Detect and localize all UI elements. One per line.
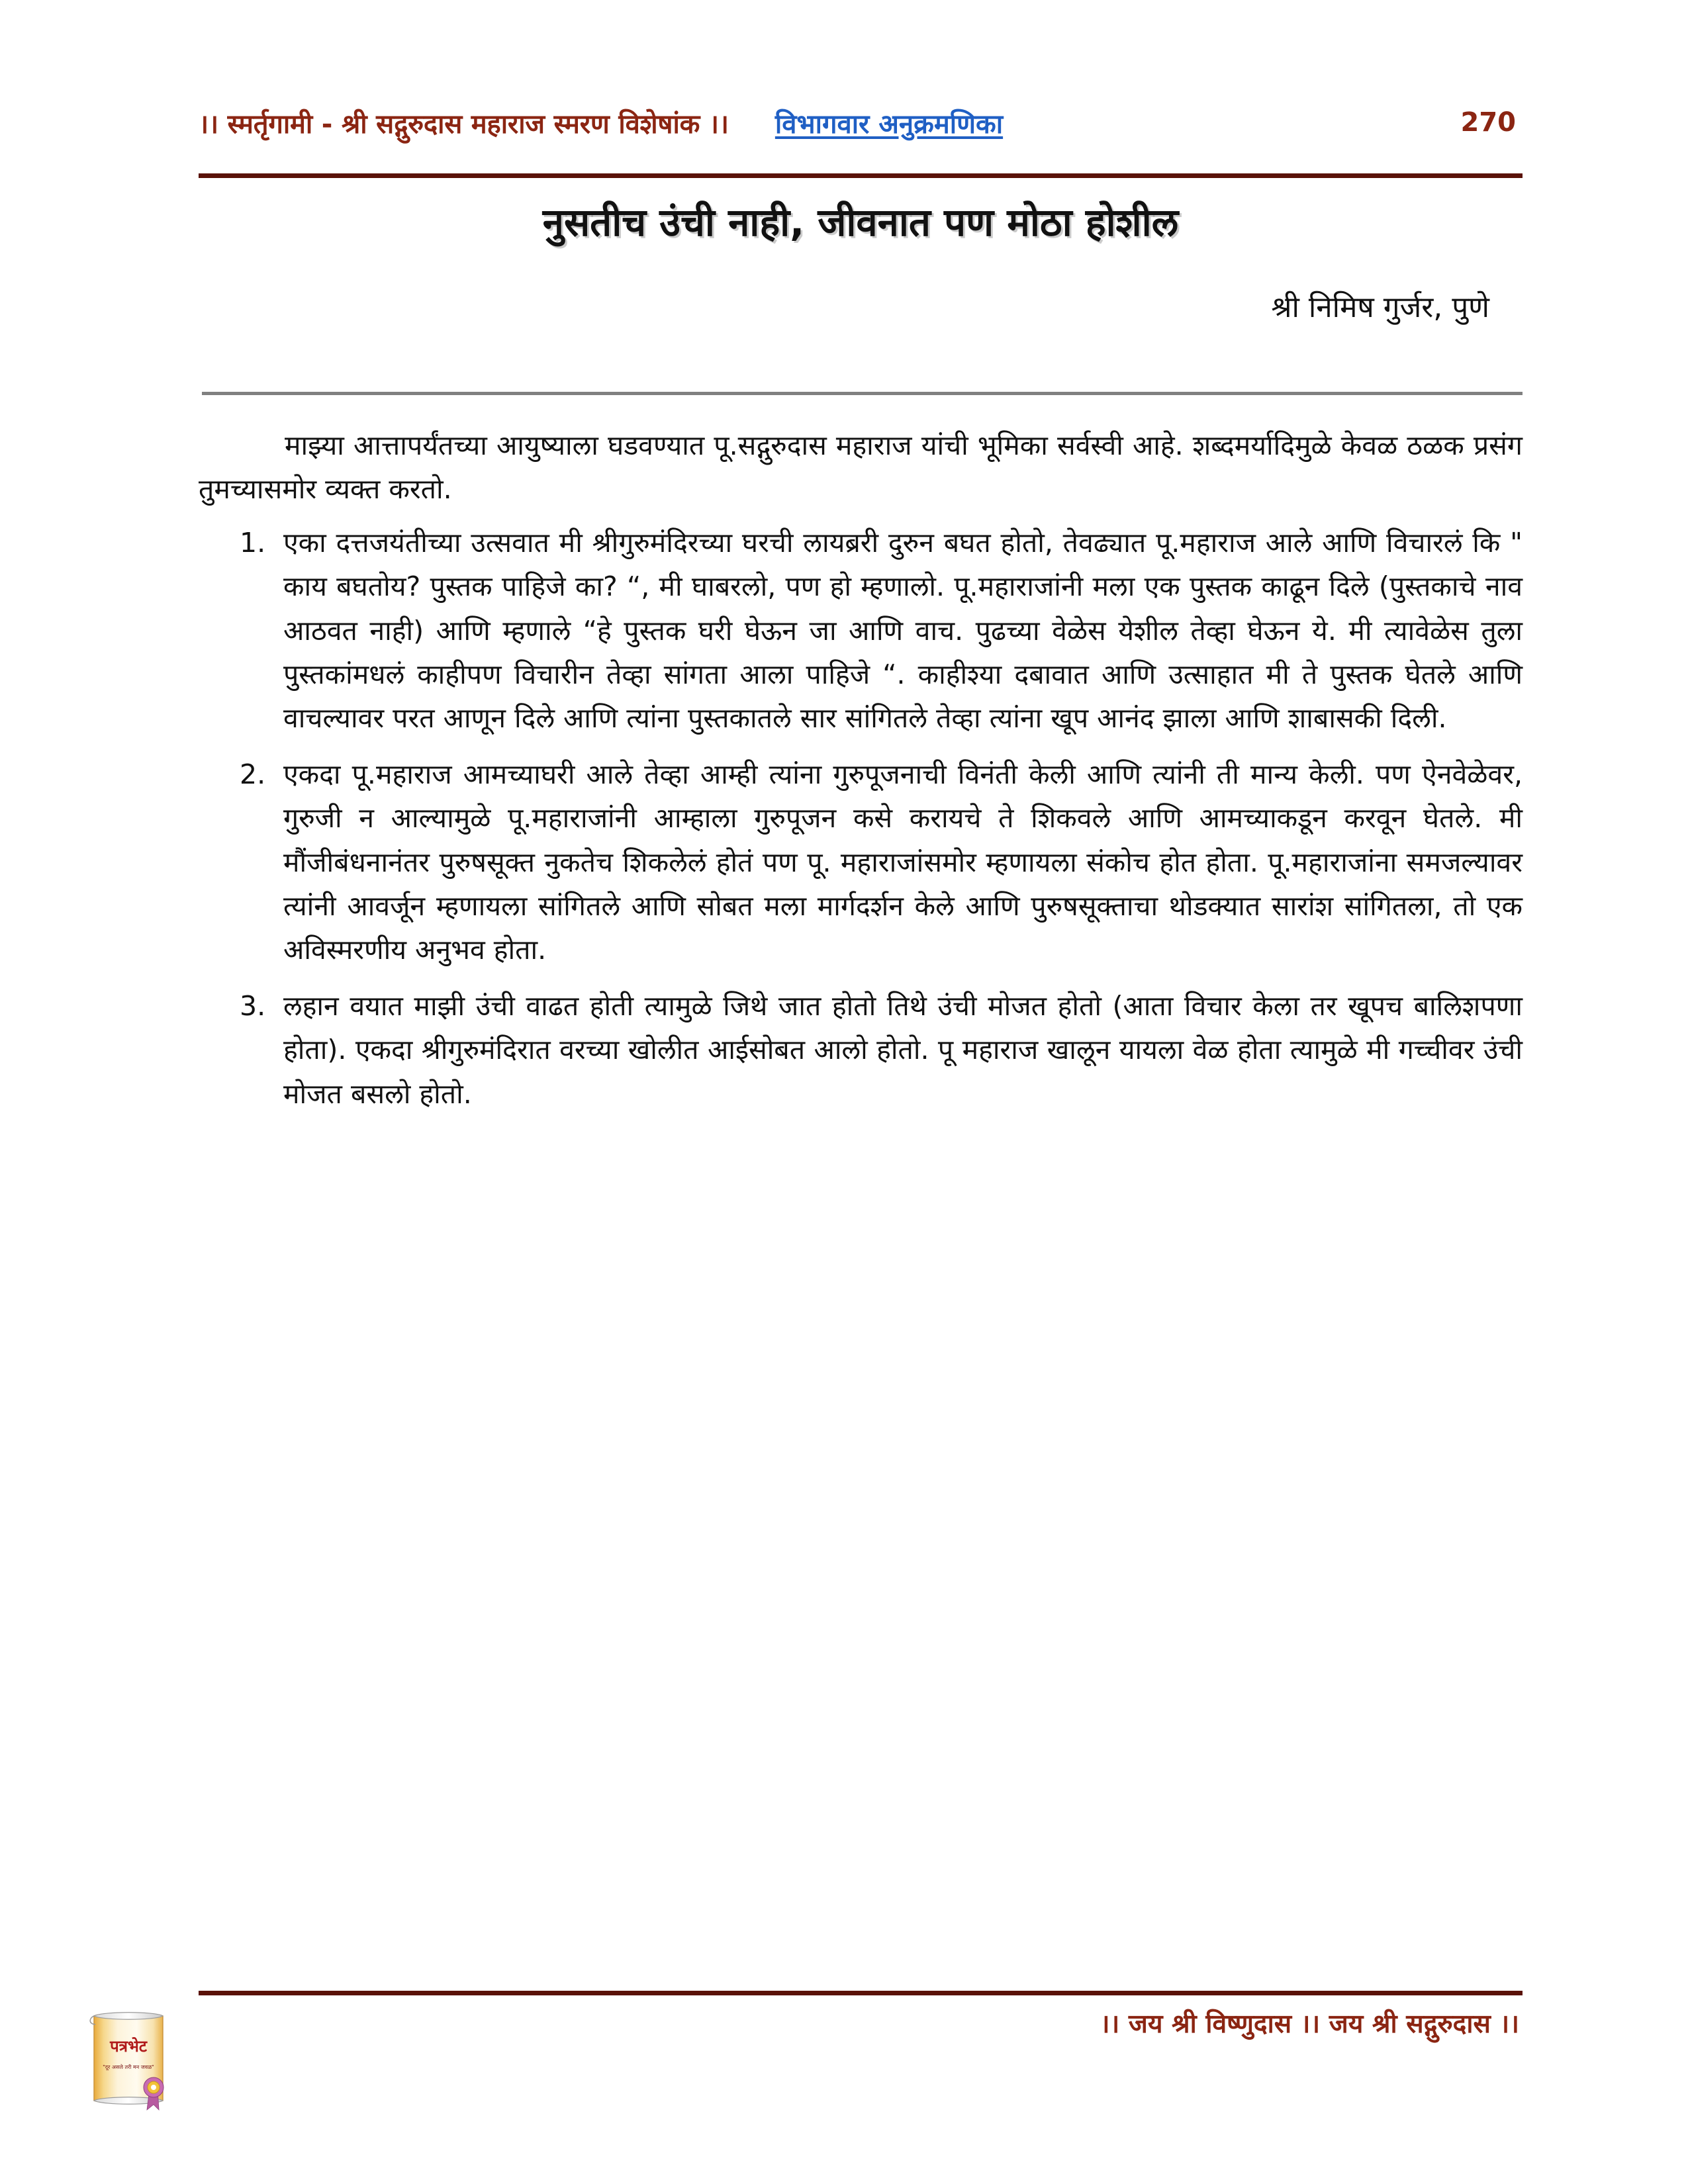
vibhagvar-anukramanika-link[interactable]: विभागवार अनुक्रमणिका — [774, 109, 1004, 140]
list-item-text: लहान वयात माझी उंची वाढत होती त्यामुळे जिथे जात होतो तिथे उंची मोजत होतो (आता विचार केला तर खूपच बालिशपणा होता). एकदा श्रीगुरुमंदिरात वरच्या खोलीत आईसोबत आलो होतो. पू महाराज खालून यायला वेळ होता त्यामुळे मी गच्चीवर उंची मोजत बसलो होतो. — [283, 989, 1523, 1110]
list-item — [199, 521, 1523, 741]
intro-paragraph: माझ्या आत्तापर्यंतच्या आयुष्याला घडवण्यात पू.सद्गुरुदास महाराज यांची भूमिका सर्वस्वी आहे. शब्दमर्यादिमुळे केवळ ठळक प्रसंग तुमच्यासमोर व्यक्त करतो. — [199, 430, 1523, 506]
svg-text:"दूर असले तरी मन जवळ": "दूर असले तरी मन जवळ" — [103, 2064, 154, 2070]
article-author: श्री निमिष गुर्जर, पुणे — [1271, 291, 1489, 324]
list-item — [199, 984, 1523, 1116]
page-number: 270 — [1460, 107, 1516, 138]
list-item-marker: 3. — [240, 989, 266, 1022]
numbered-anecdote-list — [199, 521, 1523, 1116]
article-body — [199, 424, 1523, 1128]
footer-blessing: ।। जय श्री विष्णुदास ।। जय श्री सद्गुरुदास ।। — [1100, 2009, 1519, 2039]
article-title: नुसतीच उंची नाही, जीवनात पण मोठा होशील — [542, 200, 1179, 245]
list-item-text: एका दत्तजयंतीच्या उत्सवात मी श्रीगुरुमंदिरच्या घरची लायब्ररी दुरुन बघत होतो, तेवढ्यात पू.महाराज आले आणि विचारलं कि " काय बघतोय? पुस्तक पाहिजे का? “, मी घाबरलो, पण हो म्हणालो. पू.महाराजांनी मला एक पुस्तक काढून दिले (पुस्तकाचे नाव आठवत नाही) आणि म्हणाले “हे पुस्तक घरी घेऊन जा आणि वाच. पुढच्या वेळेस येशील तेव्हा घेऊन ये. मी त्यावेळेस तुला पुस्तकांमधलं काहीपण विचारीन तेव्हा सांगता आला पाहिजे “. काहीश्या दबावात आणि उत्साहात मी ते पुस्तक घेतले आणि वाचल्यावर परत आणून दिले आणि त्यांना पुस्तकातले सार सांगितले तेव्हा त्यांना खूप आनंद झाला आणि शाबासकी दिली. — [283, 526, 1523, 735]
list-item — [199, 752, 1523, 972]
publication-title: ।। स्मर्तृगामी - श्री सद्गुरुदास महाराज स्मरण विशेषांक ।। — [199, 109, 729, 140]
list-item-text: एकदा पू.महाराज आमच्याघरी आले तेव्हा आम्ही त्यांना गुरुपूजनाची विनंती केली आणि त्यांनी ती मान्य केली. पण ऐनवेळेवर, गुरुजी न आल्यामुळे पू.महाराजांनी आम्हाला गुरुपूजन कसे करायचे ते शिकवले आणि आमच्याकडून करवून घेतले. मी मौंजीबंधनानंतर पुरुषसूक्त नुकतेच शिकलेलं होतं पण पू. महाराजांसमोर म्हणायला संकोच होत होता. पू.महाराजांना समजल्यावर त्यांनी आवर्जून म्हणायला सांगितले आणि सोबत मला मार्गदर्शन केले आणि पुरुषसूक्ताचा थोडक्यात सारांश सांगितला, तो एक अविस्मरणीय अनुभव होता. — [283, 758, 1523, 966]
list-item-marker: 1. — [240, 526, 266, 559]
patrabhet-logo-icon — [81, 2004, 173, 2114]
list-item-marker: 2. — [240, 758, 266, 790]
footer-divider-rule — [199, 1991, 1523, 1995]
page-header — [199, 93, 1523, 152]
header-divider-rule — [199, 173, 1523, 178]
title-divider-rule — [202, 392, 1523, 395]
svg-text:पत्रभेट: पत्रभेट — [110, 2037, 147, 2056]
